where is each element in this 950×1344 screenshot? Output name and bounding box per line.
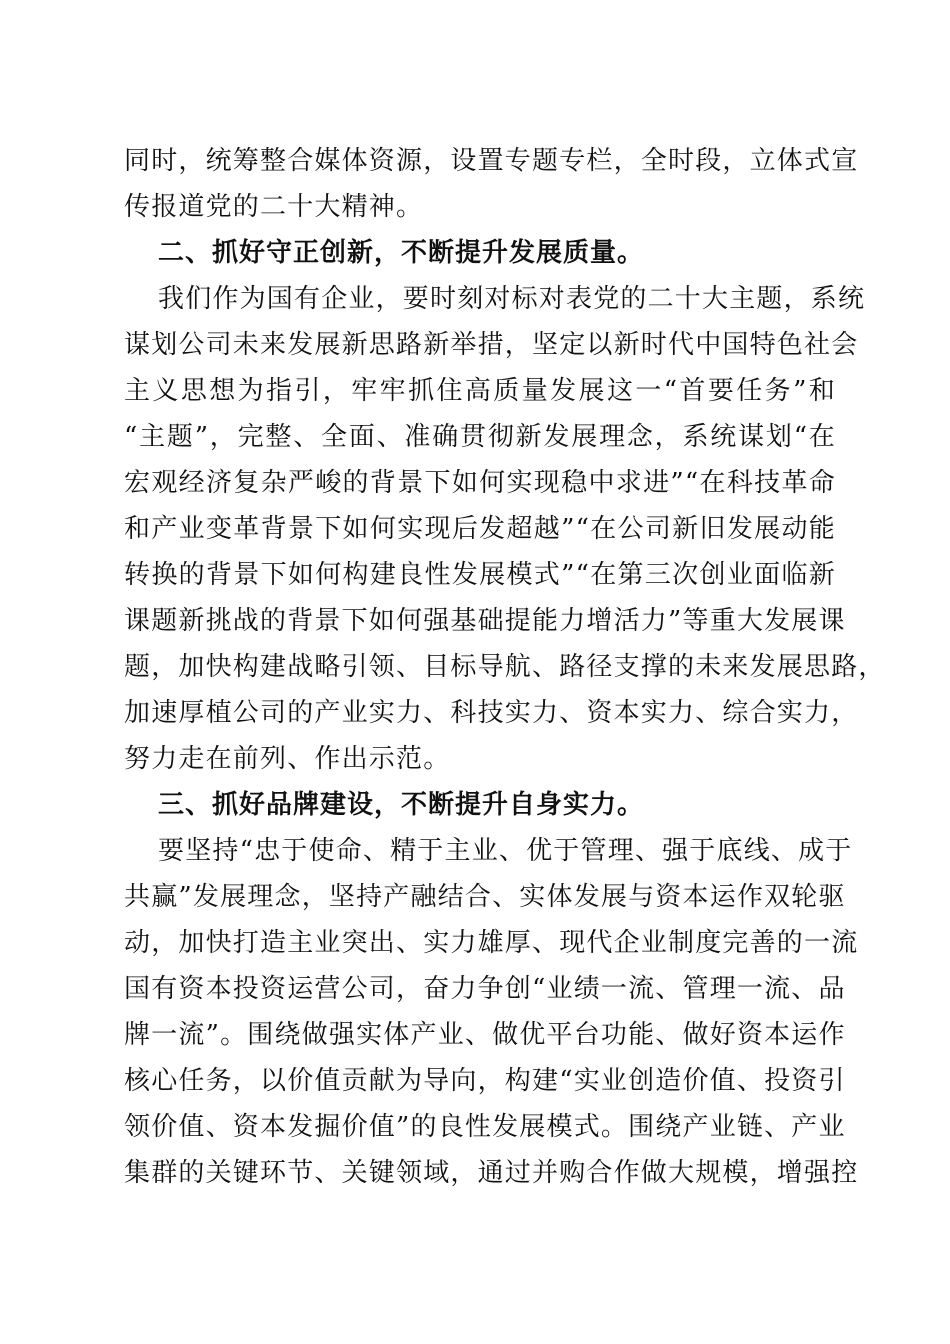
text-line: 动，加快打造主业突出、实力雄厚、现代企业制度完善的一流 xyxy=(124,928,859,958)
text-line: 和产业变革背景下如何实现后发超越”“在公司新旧发展动能 xyxy=(124,514,836,544)
text-line: 国有资本投资运营公司，奋力争创“业绩一流、管理一流、品 xyxy=(124,974,846,1004)
text-line: 宏观经济复杂严峻的背景下如何实现稳中求进”“在科技革命 xyxy=(124,468,836,498)
text-line: 牌一流”。围绕做强实体产业、做优平台功能、做好资本运作 xyxy=(124,1020,846,1050)
text-line: 题，加快构建战略引领、目标导航、路径支撑的未来发展思路， xyxy=(124,652,886,682)
section-heading: 二、抓好守正创新，不断提升发展质量。 xyxy=(158,238,645,268)
text-line: 我们作为国有企业，要时刻对标对表党的二十大主题，系统 xyxy=(158,284,866,314)
text-line: 集群的关键环节、关键领域，通过并购合作做大规模，增强控 xyxy=(124,1158,859,1188)
text-line: “主题”，完整、全面、准确贯彻新发展理念，系统谋划“在 xyxy=(124,422,836,452)
section-heading: 三、抓好品牌建设，不断提升自身实力。 xyxy=(158,790,645,820)
text-line: 转换的背景下如何构建良性发展模式”“在第三次创业面临新 xyxy=(124,560,836,590)
text-line: 努力走在前列、作出示范。 xyxy=(124,744,451,774)
text-line: 传报道党的二十大精神。 xyxy=(124,192,424,222)
text-line: 谋划公司未来发展新思路新举措，坚定以新时代中国特色社会 xyxy=(124,330,859,360)
text-line: 核心任务，以价值贡献为导向，构建“实业创造价值、投资引 xyxy=(124,1066,846,1096)
text-line: 同时，统筹整合媒体资源，设置专题专栏，全时段，立体式宣 xyxy=(124,146,859,176)
text-line: 主义思想为指引，牢牢抓住高质量发展这一“首要任务”和 xyxy=(124,376,836,406)
text-line: 领价值、资本发掘价值”的良性发展模式。围绕产业链、产业 xyxy=(124,1112,846,1142)
text-line: 共赢”发展理念，坚持产融结合、实体发展与资本运作双轮驱 xyxy=(124,882,846,912)
text-line: 要坚持“忠于使命、精于主业、优于管理、强于底线、成于 xyxy=(158,836,853,866)
text-line: 加速厚植公司的产业实力、科技实力、资本实力、综合实力， xyxy=(124,698,859,728)
text-line: 课题新挑战的背景下如何强基础提能力增活力”等重大发展课 xyxy=(124,606,846,636)
